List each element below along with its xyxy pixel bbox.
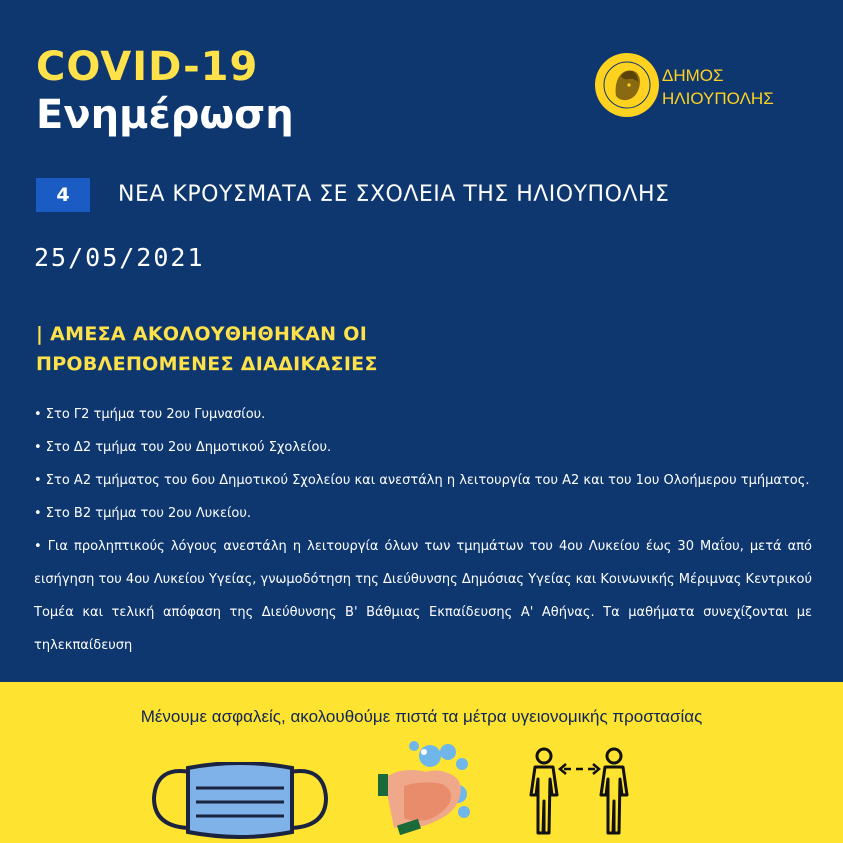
municipality-name-line2: ΗΛΙΟΥΠΟΛΗΣ xyxy=(662,89,774,108)
subtitle-line1: | ΑΜΕΣΑ ΑΚΟΛΟΥΘΗΘΗΚΑΝ ΟΙ xyxy=(36,323,368,345)
subtitle-line2: ΠΡΟΒΛΕΠΟΜΕΝΕΣ ΔΙΑΔΙΚΑΣΙΕΣ xyxy=(36,353,378,375)
bullet-item: • Στο Β2 τμήμα του 2ου Λυκείου. xyxy=(34,506,251,521)
bullet-list xyxy=(34,398,812,662)
subtitle xyxy=(36,319,378,379)
municipality-name xyxy=(662,64,774,110)
hand-washing-icon xyxy=(378,740,478,838)
social-distance-icon xyxy=(526,747,636,837)
news-headline: ΝΕΑ ΚΡΟΥΣΜΑΤΑ ΣΕ ΣΧΟΛΕΙΑ ΤΗΣ ΗΛΙΟΥΠΟΛΗΣ xyxy=(118,182,670,207)
title-covid: COVID-19 xyxy=(36,44,259,90)
title-update: Ενημέρωση xyxy=(36,92,294,138)
bullet-item: • Στο Γ2 τμήμα του 2ου Γυμνασίου. xyxy=(34,407,266,422)
bullet-item: • Για προληπτικούς λόγους ανεστάλη η λειτουργία όλων των τμημάτων του 4ου Λυκείου έως 30 Μαΐου, μετά από εισήγηση του 4ου Λυκείου Υγείας, γνωμοδότηση της Διεύθυνσης Δημόσιας Υγείας και Κοινωνικής Μέριμνας Κεντρικού Τομέα και τελική απόφαση της Διεύθυνσης Β' Βάθμιας Εκπαίδευσης Α' Αθήνας. Τα μαθήματα συνεχίζονται με τηλεκπαίδευση xyxy=(34,539,812,653)
bullet-item: • Στο Α2 τμήματος του 6ου Δημοτικού Σχολείου και ανεστάλη η λειτουργία του Α2 και του 1ου Ολοήμερου τμήματος. xyxy=(34,473,810,488)
municipality-name-line1: ΔΗΜΟΣ xyxy=(662,66,724,85)
new-cases-count: 4 xyxy=(36,178,90,212)
face-mask-icon xyxy=(148,762,332,842)
bullet-item: • Στο Δ2 τμήμα του 2ου Δημοτικού Σχολείου. xyxy=(34,440,332,455)
news-date: 25/05/2021 xyxy=(34,243,205,272)
municipality-seal-icon xyxy=(594,52,660,118)
footer-slogan: Μένουμε ασφαλείς, ακολουθούμε πιστά τα μέτρα υγειονομικής προστασίας xyxy=(140,707,703,726)
